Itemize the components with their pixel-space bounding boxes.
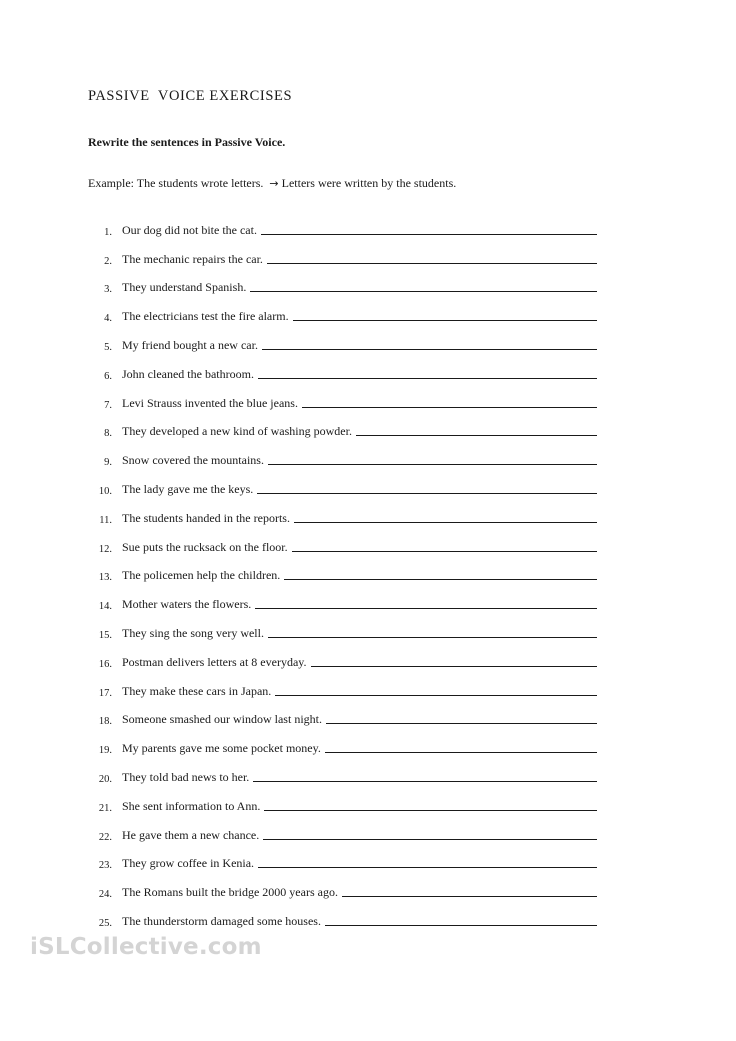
- exercise-sentence: They told bad news to her.: [122, 769, 250, 784]
- answer-line[interactable]: [263, 839, 597, 840]
- answer-line[interactable]: [258, 378, 597, 379]
- exercise-sentence: Our dog did not bite the cat.: [122, 222, 257, 237]
- exercise-sentence: They understand Spanish.: [122, 280, 247, 295]
- exercise-row: [0, 589, 736, 618]
- exercise-sentence: The electricians test the fire alarm.: [122, 309, 289, 324]
- exercise-sentence: The students handed in the reports.: [122, 510, 290, 525]
- answer-line[interactable]: [255, 608, 597, 609]
- exercise-number: 18.: [98, 716, 112, 728]
- exercise-sentence: They developed a new kind of washing powder.: [122, 424, 352, 439]
- exercise-number: 9.: [104, 457, 112, 469]
- exercise-row: [0, 330, 736, 359]
- answer-line[interactable]: [268, 637, 597, 638]
- instructions: Rewrite the sentences in Passive Voice.: [88, 135, 286, 149]
- exercise-number: 16.: [98, 658, 112, 670]
- exercise-row: [0, 215, 736, 244]
- exercise-number: 4.: [104, 313, 112, 325]
- exercise-row: [0, 820, 736, 849]
- answer-line[interactable]: [293, 320, 597, 321]
- exercise-sentence: Someone smashed our window last night.: [122, 712, 322, 727]
- answer-line[interactable]: [267, 263, 597, 264]
- exercise-list: [0, 215, 736, 935]
- exercise-number: 7.: [104, 399, 112, 411]
- exercise-row: [0, 503, 736, 532]
- exercise-number: 12.: [98, 543, 112, 555]
- answer-line[interactable]: [250, 291, 597, 292]
- exercise-number: 17.: [98, 687, 112, 699]
- exercise-sentence: They sing the song very well.: [122, 625, 264, 640]
- exercise-row: [0, 388, 736, 417]
- example-answer: Letters were written by the students.: [281, 176, 457, 190]
- answer-line[interactable]: [284, 579, 597, 580]
- answer-line[interactable]: [268, 464, 597, 465]
- example-line: [88, 176, 456, 191]
- exercise-row: [0, 849, 736, 878]
- arrow-icon: →: [269, 177, 279, 190]
- exercise-number: 24.: [98, 889, 112, 901]
- exercise-number: 23.: [98, 860, 112, 872]
- exercise-number: 6.: [104, 370, 112, 382]
- exercise-number: 8.: [104, 428, 112, 440]
- exercise-row: [0, 647, 736, 676]
- answer-line[interactable]: [342, 896, 597, 897]
- exercise-number: 5.: [104, 341, 112, 353]
- answer-line[interactable]: [262, 349, 597, 350]
- exercise-number: 2.: [104, 255, 112, 267]
- exercise-number: 14.: [98, 601, 112, 613]
- answer-line[interactable]: [302, 407, 597, 408]
- exercise-number: 25.: [98, 917, 112, 929]
- exercise-sentence: Levi Strauss invented the blue jeans.: [122, 395, 298, 410]
- exercise-number: 10.: [98, 485, 112, 497]
- exercise-row: [0, 474, 736, 503]
- answer-line[interactable]: [311, 666, 597, 667]
- exercise-row: [0, 906, 736, 935]
- exercise-row: [0, 417, 736, 446]
- exercise-sentence: Sue puts the rucksack on the floor.: [122, 539, 288, 554]
- exercise-row: [0, 733, 736, 762]
- exercise-sentence: They make these cars in Japan.: [122, 683, 272, 698]
- answer-line[interactable]: [325, 925, 597, 926]
- exercise-row: [0, 705, 736, 734]
- exercise-sentence: She sent information to Ann.: [122, 798, 261, 813]
- answer-line[interactable]: [253, 781, 597, 782]
- page-title: PASSIVE VOICE EXERCISES: [88, 88, 293, 104]
- exercise-sentence: They grow coffee in Kenia.: [122, 856, 255, 871]
- exercise-row: [0, 273, 736, 302]
- answer-line[interactable]: [257, 493, 597, 494]
- exercise-number: 19.: [98, 745, 112, 757]
- exercise-sentence: The lady gave me the keys.: [122, 481, 254, 496]
- exercise-row: [0, 244, 736, 273]
- exercise-number: 15.: [98, 629, 112, 641]
- exercise-row: [0, 445, 736, 474]
- exercise-row: [0, 762, 736, 791]
- exercise-number: 1.: [104, 226, 112, 238]
- exercise-number: 11.: [99, 514, 112, 526]
- exercise-row: [0, 301, 736, 330]
- exercise-sentence: My friend bought a new car.: [122, 337, 258, 352]
- answer-line[interactable]: [294, 522, 597, 523]
- exercise-row: [0, 532, 736, 561]
- exercise-number: 22.: [98, 831, 112, 843]
- example-prefix: Example: The students wrote letters.: [88, 176, 264, 190]
- answer-line[interactable]: [326, 723, 597, 724]
- answer-line[interactable]: [356, 435, 597, 436]
- answer-line[interactable]: [275, 695, 597, 696]
- exercise-sentence: John cleaned the bathroom.: [122, 366, 254, 381]
- exercise-sentence: The mechanic repairs the car.: [122, 251, 263, 266]
- exercise-sentence: Mother waters the flowers.: [122, 597, 252, 612]
- exercise-row: [0, 359, 736, 388]
- exercise-sentence: Snow covered the mountains.: [122, 453, 264, 468]
- exercise-sentence: The policemen help the children.: [122, 568, 281, 583]
- exercise-number: 21.: [98, 802, 112, 814]
- exercise-row: [0, 618, 736, 647]
- watermark-logo: iSLCollective.com: [30, 934, 262, 960]
- exercise-number: 13.: [98, 572, 112, 584]
- exercise-number: 20.: [98, 773, 112, 785]
- exercise-sentence: My parents gave me some pocket money.: [122, 741, 321, 756]
- exercise-sentence: Postman delivers letters at 8 everyday.: [122, 654, 307, 669]
- answer-line[interactable]: [264, 810, 597, 811]
- answer-line[interactable]: [325, 752, 597, 753]
- answer-line[interactable]: [261, 234, 597, 235]
- exercise-row: [0, 877, 736, 906]
- exercise-row: [0, 561, 736, 590]
- answer-line[interactable]: [258, 867, 597, 868]
- answer-line[interactable]: [292, 551, 597, 552]
- exercise-row: [0, 791, 736, 820]
- exercise-sentence: The Romans built the bridge 2000 years ago.: [122, 885, 338, 900]
- exercise-number: 3.: [104, 284, 112, 296]
- exercise-sentence: The thunderstorm damaged some houses.: [122, 913, 321, 928]
- exercise-sentence: He gave them a new chance.: [122, 827, 260, 842]
- exercise-row: [0, 676, 736, 705]
